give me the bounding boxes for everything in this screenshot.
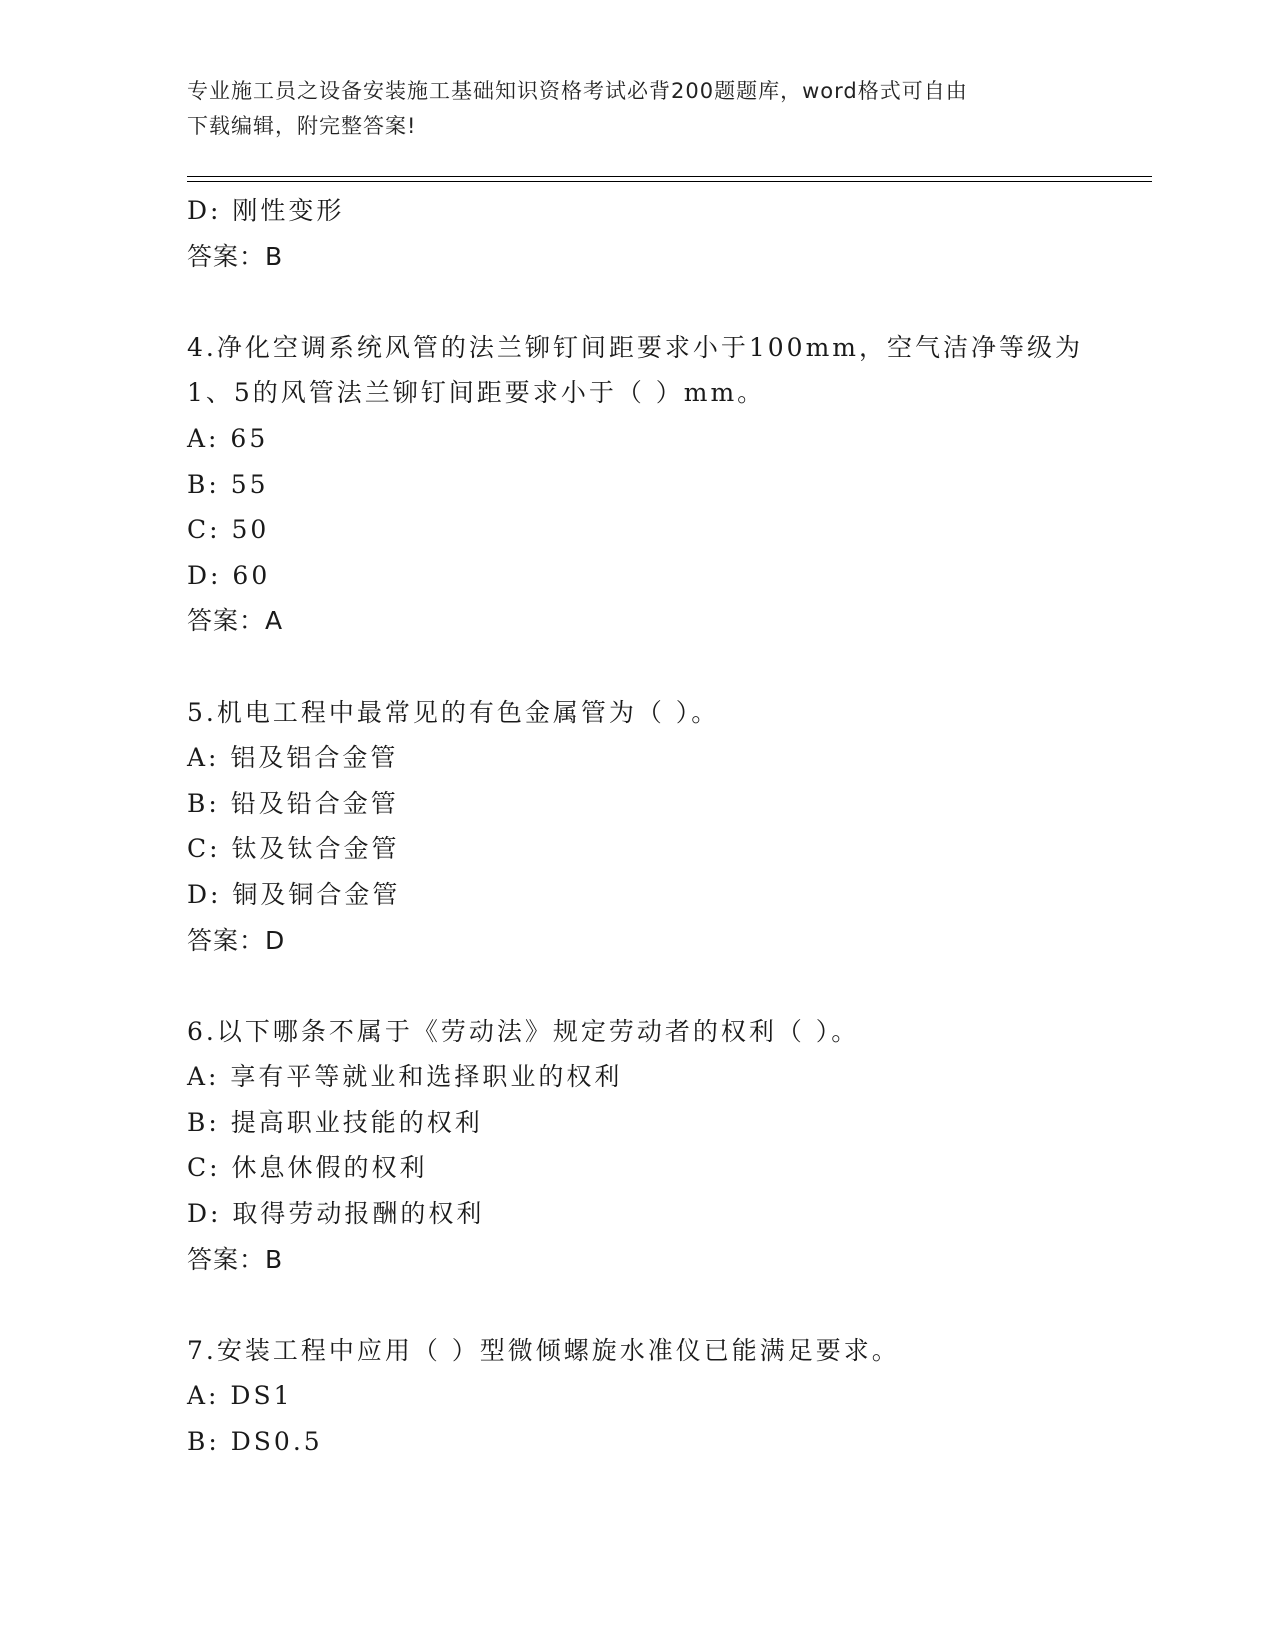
option-a: A: 享有平等就业和选择职业的权利 bbox=[187, 1062, 623, 1092]
option-d: D: 取得劳动报酬的权利 bbox=[187, 1199, 485, 1229]
question-stem: 5.机电工程中最常见的有色金属管为（ ）。 bbox=[187, 697, 720, 727]
spacer bbox=[187, 1282, 1087, 1328]
page-header bbox=[187, 74, 1067, 144]
question-3-tail bbox=[187, 188, 1087, 279]
option-d: D: 铜及铜合金管 bbox=[187, 879, 401, 909]
option-a: A: 65 bbox=[187, 423, 269, 453]
option-c: C: 钛及钛合金管 bbox=[187, 834, 400, 864]
question-7 bbox=[187, 1328, 1087, 1465]
answer: 答案：D bbox=[187, 925, 286, 955]
option-d: D: 刚性变形 bbox=[187, 196, 345, 225]
header-divider-top bbox=[187, 176, 1152, 177]
option-c: C: 50 bbox=[187, 515, 270, 545]
option-a: A: DS1 bbox=[187, 1381, 293, 1411]
question-6 bbox=[187, 1009, 1087, 1283]
question-list bbox=[187, 188, 1087, 1465]
option-b: B: 提高职业技能的权利 bbox=[187, 1107, 483, 1137]
question-stem-continued: 1、5的风管法兰铆钉间距要求小于（ ）mm。 bbox=[187, 378, 766, 408]
spacer bbox=[187, 279, 1087, 325]
option-b: B: 55 bbox=[187, 469, 269, 499]
header-line-1: 专业施工员之设备安装施工基础知识资格考试必背200题题库，word格式可自由 bbox=[187, 79, 968, 103]
question-stem: 4.净化空调系统风管的法兰铆钉间距要求小于100mm，空气洁净等级为 bbox=[187, 332, 1083, 362]
question-5 bbox=[187, 690, 1087, 964]
header-line-2: 下载编辑，附完整答案! bbox=[187, 114, 417, 138]
option-a: A: 铝及铝合金管 bbox=[187, 743, 399, 773]
spacer bbox=[187, 963, 1087, 1009]
question-stem: 6.以下哪条不属于《劳动法》规定劳动者的权利（ ）。 bbox=[187, 1016, 860, 1046]
option-d: D: 60 bbox=[187, 560, 271, 590]
answer: 答案：B bbox=[187, 241, 284, 271]
option-c: C: 休息休假的权利 bbox=[187, 1153, 428, 1183]
question-stem: 7.安装工程中应用（ ）型微倾螺旋水准仪已能满足要求。 bbox=[187, 1335, 900, 1365]
answer: 答案：A bbox=[187, 606, 284, 636]
spacer bbox=[187, 644, 1087, 690]
option-b: B: DS0.5 bbox=[187, 1427, 323, 1457]
header-divider-bottom bbox=[187, 181, 1152, 182]
answer: 答案：B bbox=[187, 1244, 284, 1274]
question-4 bbox=[187, 325, 1087, 644]
option-b: B: 铅及铅合金管 bbox=[187, 788, 399, 818]
